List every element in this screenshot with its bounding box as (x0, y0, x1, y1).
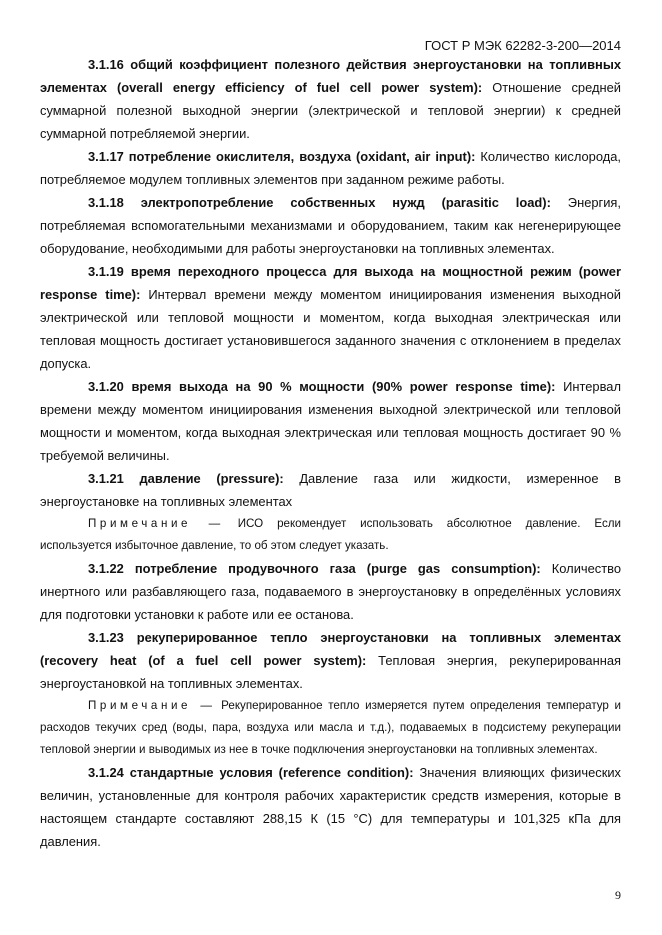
definition-3-1-23 (40, 626, 621, 695)
note-text: Рекуперированное тепло измеряется путем определения температур и расходов текучих сред (воды, пара, воздуха или масла и т.д.), подаваемых в подсистему рекуперации тепловой энергии и выводимых из нее в точке подключения энергоустановки на топливных элементах. (40, 699, 621, 756)
term: 3.1.22 потребление продувочного газа (purge gas consumption): (88, 561, 541, 576)
term: 3.1.21 давление (pressure): (88, 471, 284, 486)
definition-3-1-19 (40, 260, 621, 375)
definition-text: Давление газа или жидкости, измеренное в энергоустановке на топливных элементах (40, 471, 622, 509)
term: 3.1.20 время выхода на 90 % мощности (90% power response time): (88, 379, 556, 394)
definition-3-1-22 (40, 557, 621, 626)
definition-text: Интервал времени между моментом инициирования изменения выходной электрической или тепловой мощности и моментом, когда выходная электрическая или тепловая мощность достигает 90 % требуемой величины. (40, 379, 621, 463)
definition-3-1-16 (40, 53, 621, 145)
definition-3-1-17 (40, 145, 621, 191)
definition-text: Энергия, потребляемая вспомогательными механизмами и оборудованием, таким как негенерирующее оборудование, необходимыми для работы энергоустановки на топливных элементах. (40, 195, 621, 256)
page-number: 9 (615, 888, 621, 902)
term: 3.1.18 электропотребление собственных нужд (parasitic load): (88, 195, 551, 210)
definition-text: Значения влияющих физических величин, установленные для контроля рабочих характеристик средств измерения, которые в настоящем стандарте составляют 288,15 К (15 °С) для температуры и 101,325 кПа для давления. (40, 765, 621, 849)
note-recovery-heat (40, 695, 621, 761)
definition-text: Количество кислорода, потребляемое модулем топливных элементов при заданном режиме работы. (40, 149, 621, 187)
definition-3-1-24 (40, 761, 621, 853)
document-header: ГОСТ Р МЭК 62282-3-200—2014 (424, 38, 621, 53)
term: 3.1.19 время переходного процесса для выхода на мощностной режим (power response time): (40, 264, 621, 302)
note-pressure (40, 513, 621, 557)
note-label: Примечание — (88, 699, 216, 712)
definition-text: Количество инертного или разбавляющего газа, подаваемого в энергоустановку в определённых условиях для подготовки установки к работе или ее останова. (40, 561, 621, 622)
term: 3.1.23 рекуперированное тепло энергоустановки на топливных элементах (recovery heat (of a fuel cell power system): (40, 630, 621, 668)
definition-text: Интервал времени между моментом инициирования изменения выходной электрической или тепловой мощности и моментом, когда выходная электрическая или тепловая мощность достигает установившегося заданного значения с отклонением в пределах допуска. (40, 287, 621, 371)
definition-3-1-20 (40, 375, 621, 467)
term: 3.1.17 потребление окислителя, воздуха (oxidant, air input): (88, 149, 476, 164)
document-body (40, 53, 621, 853)
note-text: ИСО рекомендует использовать абсолютное давление. Если используется избыточное давление, то об этом следует указать. (40, 517, 622, 552)
term: 3.1.16 общий коэффициент полезного действия энергоустановки на топливных элементах (overall energy efficiency of fuel cell power system): (40, 57, 621, 95)
definition-3-1-21 (40, 467, 621, 513)
definition-text: Отношение средней суммарной полезной выходной энергии (электрической и тепловой энергии) к средней суммарной потребляемой энергии. (40, 80, 621, 141)
definition-3-1-18 (40, 191, 621, 260)
term: 3.1.24 стандартные условия (reference condition): (88, 765, 414, 780)
note-label: Примечание — (88, 517, 224, 530)
definition-text: Тепловая энергия, рекуперированная энергоустановкой на топливных элементах. (40, 653, 621, 691)
